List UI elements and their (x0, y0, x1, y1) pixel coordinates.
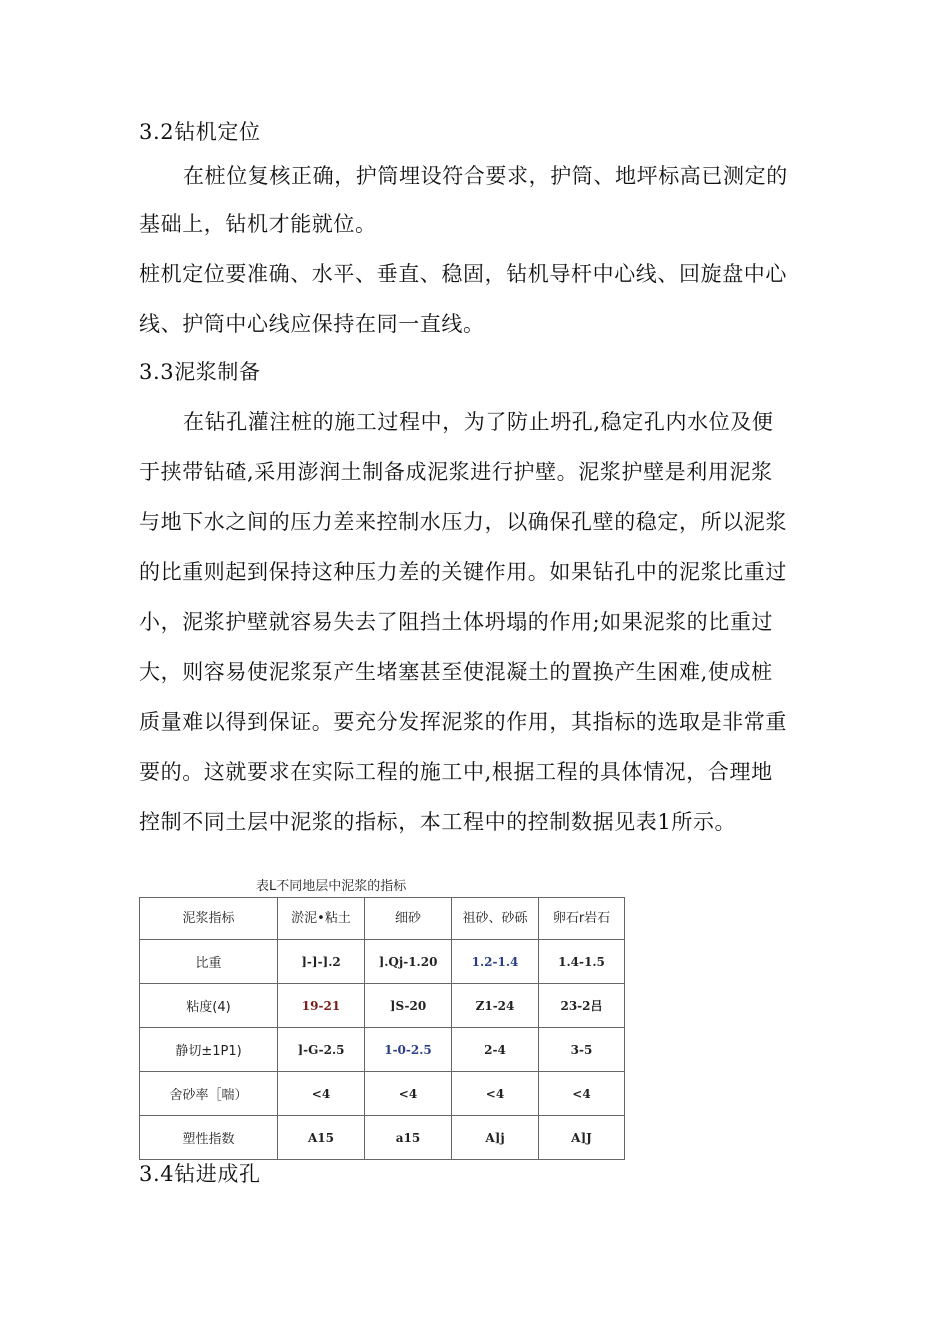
paragraph-line: 基础上，钻机才能就位。 (139, 212, 377, 236)
paragraph-line: 小，泥浆护壁就容易失去了阻挡土体坍塌的作用;如果泥浆的比重过 (139, 610, 774, 634)
table-cell: ].Qj-1.20 (365, 940, 452, 984)
table-cell: ]-]-].2 (278, 940, 365, 984)
paragraph-line: 于挟带钻碴,采用澎润土制备成泥浆进行护壁。泥浆护壁是利用泥浆 (139, 460, 773, 484)
table-cell: Z1-24 (452, 984, 539, 1028)
table-cell: 2-4 (452, 1028, 539, 1072)
row-label: 塑性指数 (140, 1116, 278, 1160)
table-cell: 19-21 (278, 984, 365, 1028)
paragraph-line: 大，则容易使泥浆泵产生堵塞甚至使混凝土的置换产生困难,使成桩 (139, 660, 773, 684)
table-row (140, 1028, 625, 1072)
paragraph-line: 的比重则起到保持这种压力差的关键作用。如果钻孔中的泥浆比重过 (139, 560, 787, 584)
header-cell: 卵石r岩石 (539, 898, 625, 940)
table-row (140, 1116, 625, 1160)
row-label: 舍砂率［喘） (140, 1072, 278, 1116)
table-cell: A15 (278, 1116, 365, 1160)
table-cell: 1-0-2.5 (365, 1028, 452, 1072)
table-cell: A]j (452, 1116, 539, 1160)
table-row (140, 940, 625, 984)
heading-3-4: 3.4钻进成孔 (139, 1162, 261, 1186)
header-cell: 祖砂、砂砾 (452, 898, 539, 940)
table-row (140, 984, 625, 1028)
table-header-row (140, 898, 625, 940)
table-cell: ]S-20 (365, 984, 452, 1028)
table-cell: ]-G-2.5 (278, 1028, 365, 1072)
header-cell: 淤泥•粘土 (278, 898, 365, 940)
table-cell: 1.4-1.5 (539, 940, 625, 984)
table-cell: A]J (539, 1116, 625, 1160)
table-cell: <4 (278, 1072, 365, 1116)
row-label: 粘度(4) (140, 984, 278, 1028)
table-caption: 表L不同地层中泥浆的指标 (256, 879, 407, 894)
paragraph-line: 与地下水之间的压力差来控制水压力，以确保孔壁的稳定，所以泥浆 (139, 510, 787, 534)
table-cell: 23-2吕 (539, 984, 625, 1028)
table-cell: 1.2-1.4 (452, 940, 539, 984)
paragraph-line: 在钻孔灌注桩的施工过程中，为了防止坍孔,稳定孔内水位及便 (183, 410, 774, 434)
table-cell: <4 (539, 1072, 625, 1116)
header-cell: 泥浆指标 (140, 898, 278, 940)
table-cell: <4 (452, 1072, 539, 1116)
header-cell: 细砂 (365, 898, 452, 940)
paragraph-line: 桩机定位要准确、水平、垂直、稳固，钻机导杆中心线、回旋盘中心 (139, 262, 787, 286)
table-row (140, 1072, 625, 1116)
paragraph-line: 质量难以得到保证。要充分发挥泥浆的作用，其指标的选取是非常重 (139, 710, 787, 734)
heading-3-2: 3.2钻机定位 (139, 120, 261, 144)
paragraph-line: 控制不同土层中泥浆的指标，本工程中的控制数据见表1所示。 (139, 810, 737, 834)
paragraph-line: 要的。这就要求在实际工程的施工中,根据工程的具体情况，合理地 (139, 760, 773, 784)
row-label: 静切±1P1) (140, 1028, 278, 1072)
paragraph-line: 在桩位复核正确，护筒埋设符合要求，护筒、地坪标高已测定的 (183, 164, 788, 188)
paragraph-line: 线、护筒中心线应保持在同一直线。 (139, 312, 485, 336)
table-cell: 3-5 (539, 1028, 625, 1072)
table-cell: a15 (365, 1116, 452, 1160)
heading-3-3: 3.3泥浆制备 (139, 360, 261, 384)
row-label: 比重 (140, 940, 278, 984)
mud-index-table (139, 897, 625, 1160)
table-cell: <4 (365, 1072, 452, 1116)
